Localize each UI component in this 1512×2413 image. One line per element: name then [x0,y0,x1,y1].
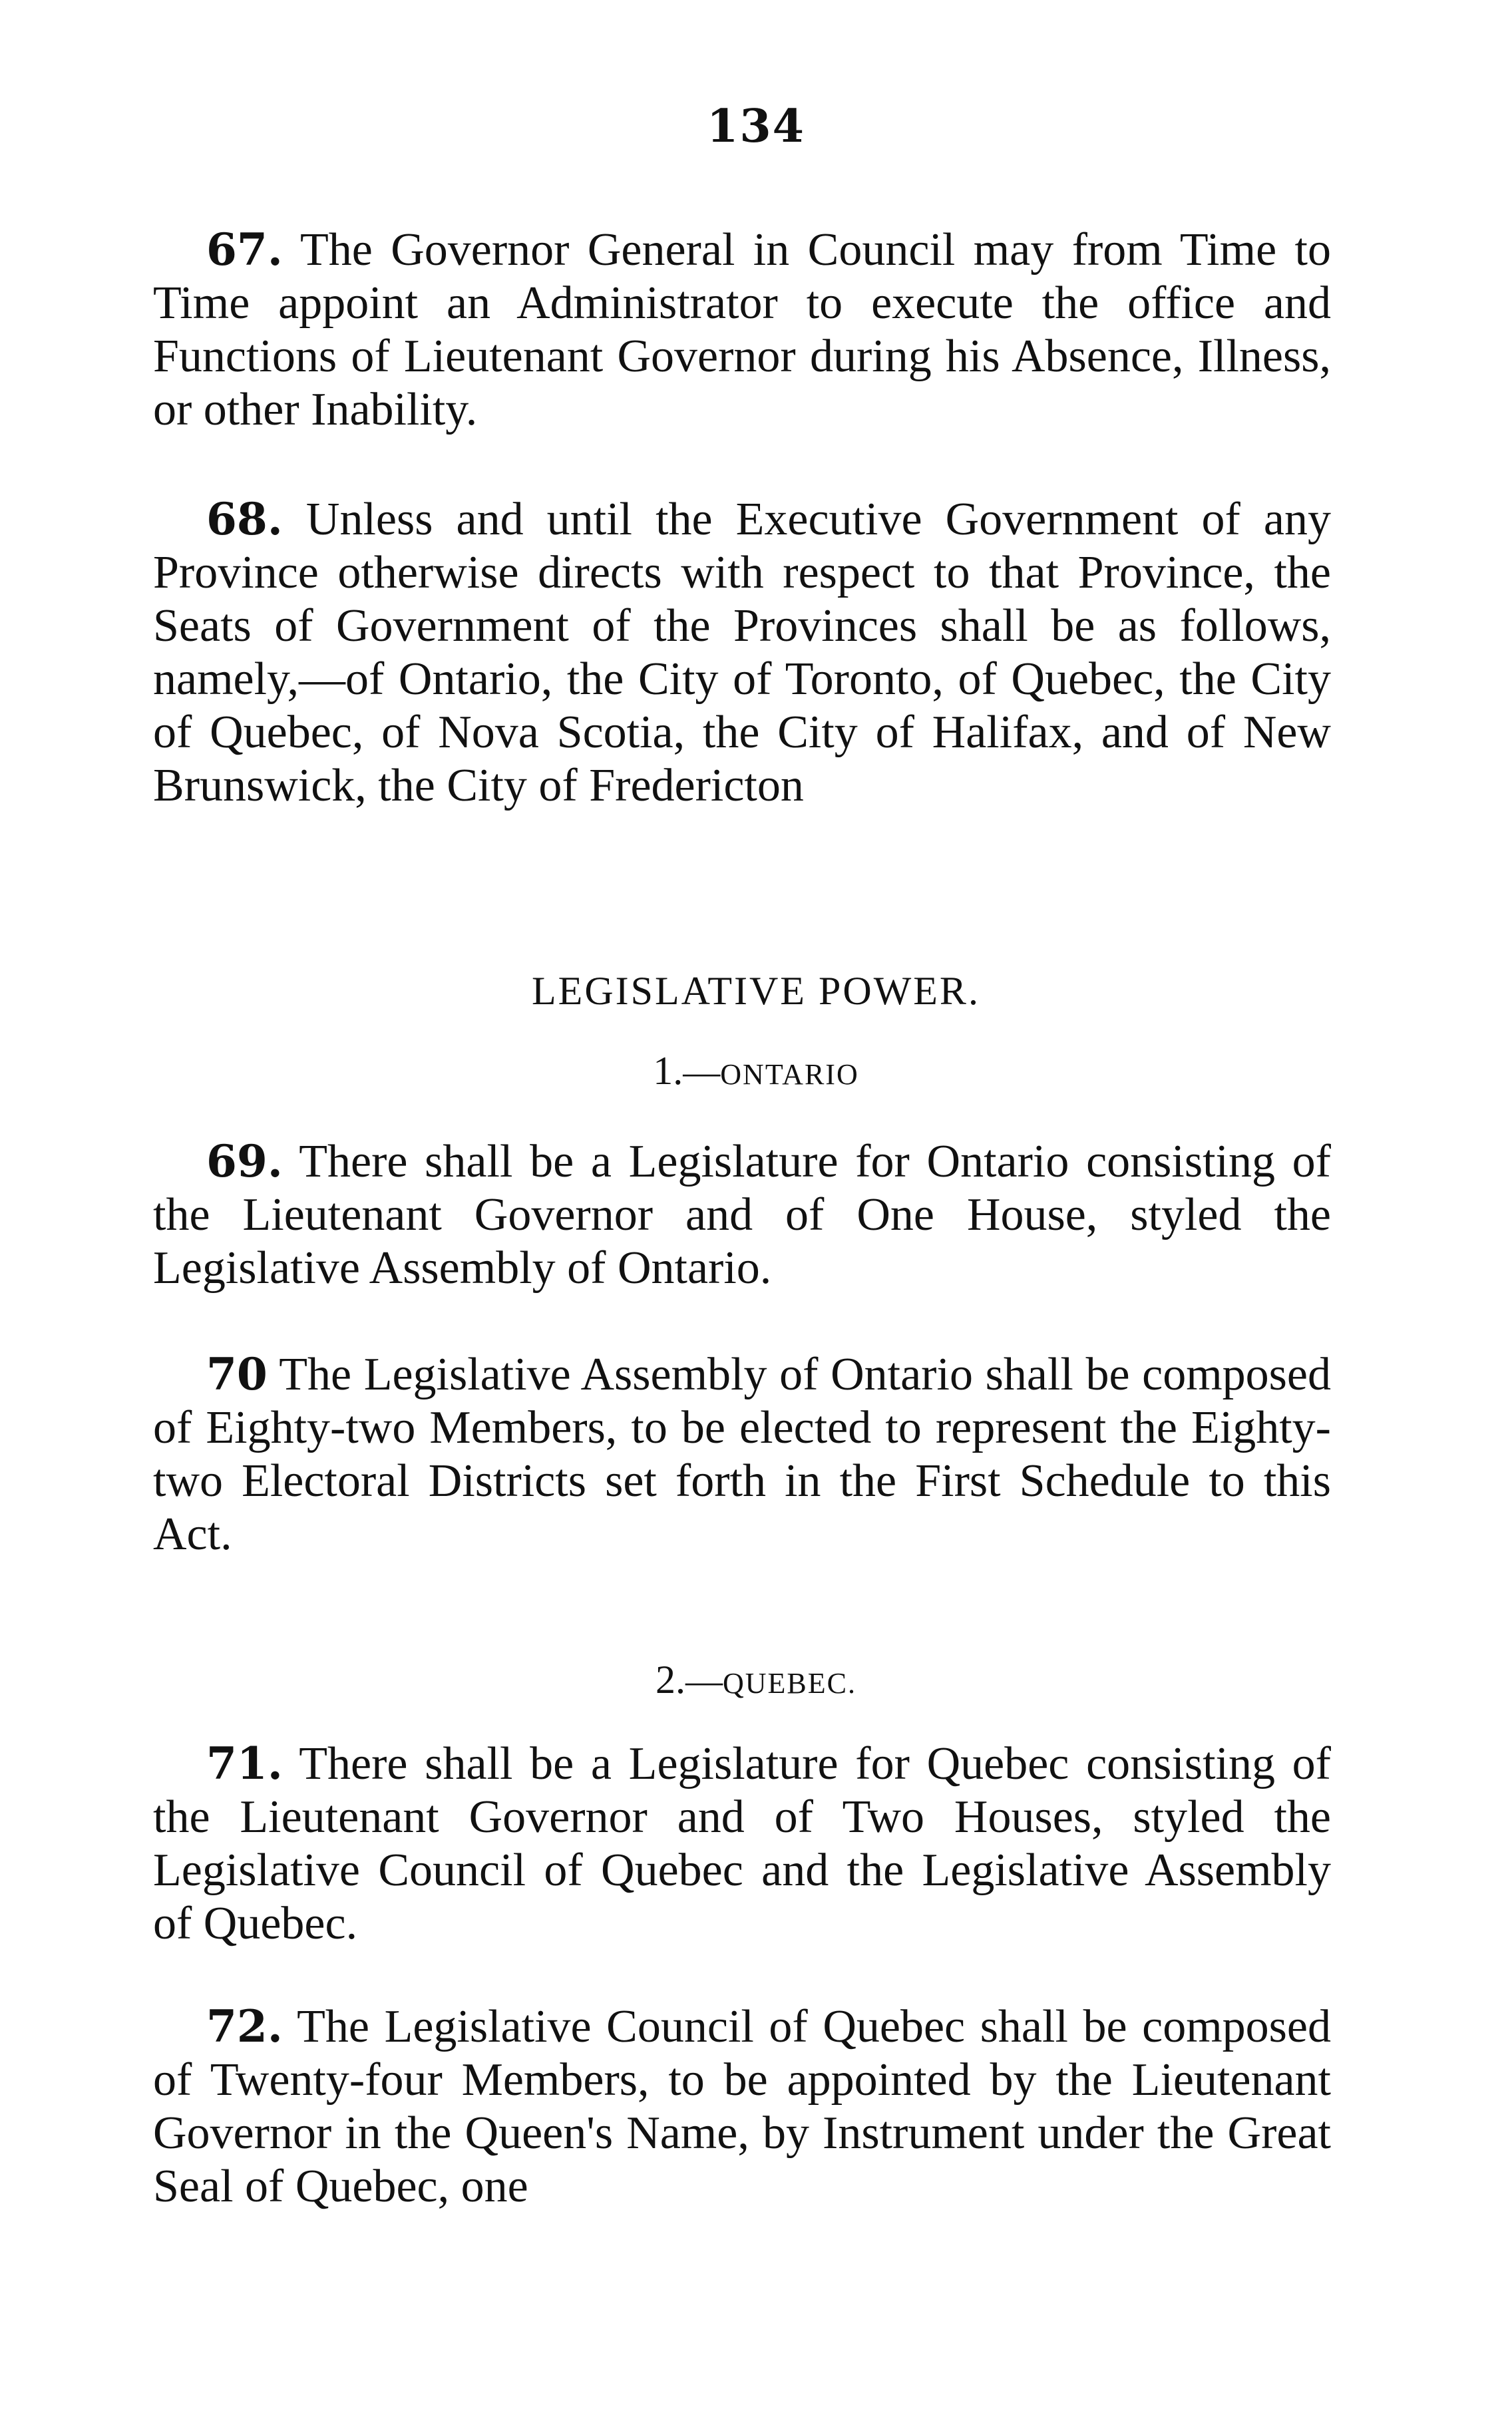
section-number: 69. [206,1135,283,1187]
section-67 [153,223,1331,437]
section-71 [153,1737,1331,1950]
heading-legislative-power: LEGISLATIVE POWER. [532,969,980,1013]
subheading-quebec [0,1657,1512,1703]
section-69 [153,1135,1331,1295]
section-text: Unless and until the Executive Government of any Province otherwise directs with respect to that Province, the Seats of Government of the Provinces shall be as follows, namely,—of Ontario, the City of Toronto, of Quebec, the City of Quebec, of Nova Scotia, the City of Halifax, and of New Brunswick, the City of Fredericton [153,494,1331,811]
section-text: The Governor General in Council may from Time to Time appoint an Administrator to execute the office and Functions of Lieutenant Governor during his Absence, Illness, or other Inability. [153,224,1331,435]
section-text: There shall be a Legislature for Quebec consisting of the Lieutenant Governor and of Two Houses, styled the Legislative Council of Quebec and the Legislative Assembly of Quebec. [153,1738,1331,1949]
subheading-number: 2. [656,1658,685,1702]
subheading-label: QUEBEC. [723,1667,856,1700]
subheading-label: ONTARIO [720,1058,859,1091]
page-number: 134 [707,100,805,153]
subheading-dash: — [683,1051,721,1093]
section-text: There shall be a Legislature for Ontario consisting of the Lieutenant Governor and of One House, styled the Legislative Assembly of Ontario. [153,1136,1331,1294]
section-number: 70 [206,1348,268,1400]
section-72 [153,2000,1331,2213]
section-text: The Legislative Council of Quebec shall be composed of Twenty-four Members, to be appointed by the Lieutenant Governor in the Queen's Name, by Instrument under the Great Seal of Quebec, one [153,2001,1331,2212]
section-number: 71. [206,1738,283,1789]
subheading-ontario [0,1048,1512,1094]
section-68 [153,492,1331,813]
section-number: 68. [206,493,283,545]
section-number: 72. [206,2000,283,2052]
section-70 [153,1348,1331,1561]
section-number: 67. [206,224,283,276]
subheading-dash: — [685,1660,723,1702]
section-text: The Legislative Assembly of Ontario shall be composed of Eighty-two Members, to be elected to represent the Eighty-two Electoral Districts set forth in the First Schedule to this Act. [153,1349,1331,1560]
subheading-number: 1. [653,1049,683,1093]
